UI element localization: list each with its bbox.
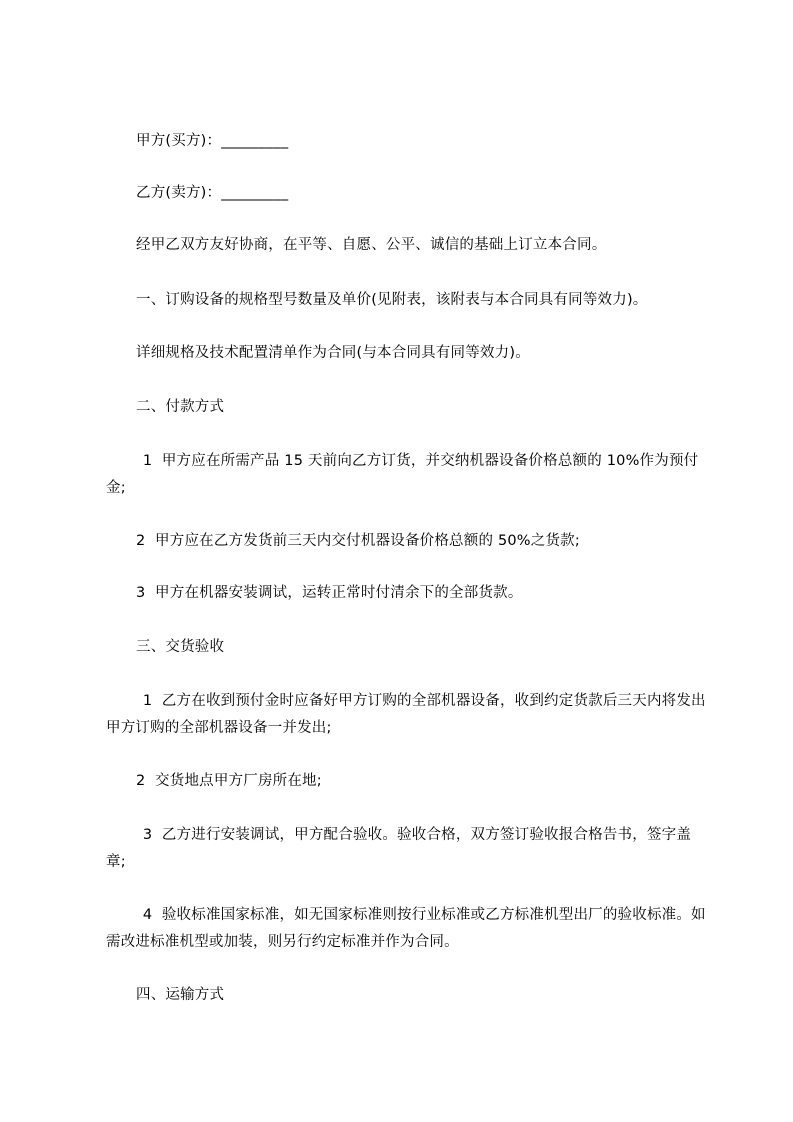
section-1-detail: 详细规格及技术配置清单作为合同(与本合同具有同等效力)。	[136, 345, 530, 361]
section-3-title: 三、交货验收	[136, 639, 225, 655]
party-a-line: 甲方(买方)：_________	[136, 133, 289, 149]
section-3-item-2: 2 交货地点甲方厂房所在地;	[136, 773, 322, 789]
section-1-title: 一、订购设备的规格型号数量及单价(见附表，该附表与本合同具有同等效力)。	[136, 292, 648, 308]
intro-paragraph: 经甲乙双方友好协商，在平等、自愿、公平、诚信的基础上订立本合同。	[136, 237, 607, 253]
section-3-item-1: 1 乙方在收到预付金时应备好甲方订购的全部机器设备，收到约定货款后三天内将发出甲方订购的全部机器设备一并发出;	[106, 693, 706, 736]
section-4-title: 四、运输方式	[136, 987, 225, 1003]
party-b-line: 乙方(卖方)：_________	[136, 185, 289, 201]
section-2-item-3: 3 甲方在机器安装调试，运转正常时付清余下的全部货款。	[136, 585, 523, 601]
section-3-item-4: 4 验收标准国家标准，如无国家标准则按行业标准或乙方标准机型出厂的验收标准。如需改进标准机型或加装，则另行约定标准并作为合同。	[106, 907, 706, 950]
section-2-item-2: 2 甲方应在乙方发货前三天内交付机器设备价格总额的 50%之货款;	[136, 533, 580, 549]
section-2-title: 二、付款方式	[136, 399, 225, 415]
section-3-item-3: 3 乙方进行安装调试，甲方配合验收。验收合格，双方签订验收报合格告书，签字盖章;	[106, 827, 692, 870]
section-2-item-1: 1 甲方应在所需产品 15 天前向乙方订货，并交纳机器设备价格总额的 10%作为预付金;	[106, 453, 699, 496]
